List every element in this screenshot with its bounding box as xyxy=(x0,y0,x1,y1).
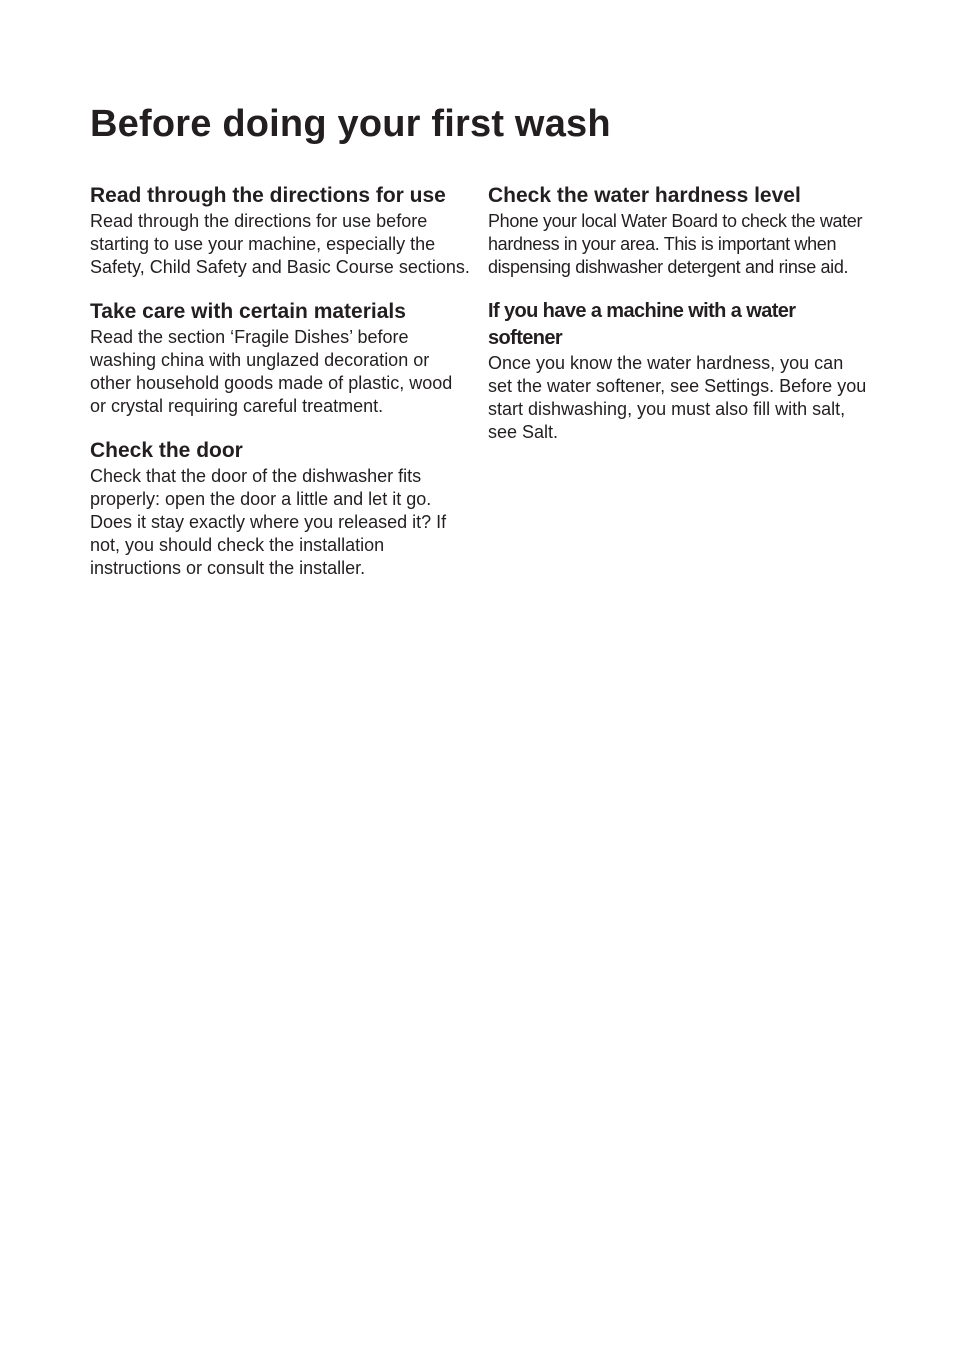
section-body: Read the section ‘Fragile Dishes’ before washing china with unglazed decoration or other household goods made of plastic, wood or crystal requiring careful treatment. xyxy=(90,327,453,416)
section-heading: Take care with certain materials xyxy=(90,300,406,323)
section-heading: Check the water hardness level xyxy=(488,184,801,207)
section-body: Check that the door of the dishwasher fits properly: open the door a little and let it go. Does it stay exactly where you released it? If not, you should check the installation instructions or consult the installer. xyxy=(90,466,447,578)
section-heading: If you have a machine with a water softener xyxy=(488,300,796,349)
section-water-softener xyxy=(488,298,868,444)
section-body: Once you know the water hardness, you can set the water softener, see Settings. Before you start dishwashing, you must also fill with salt, see Salt. xyxy=(488,353,867,442)
section-body: Phone your local Water Board to check the water hardness in your area. This is important when dispensing dishwasher detergent and rinse aid. xyxy=(488,211,863,277)
section-heading: Check the door xyxy=(90,439,243,462)
left-column xyxy=(90,182,470,599)
section-water-hardness xyxy=(488,182,868,279)
section-check-door xyxy=(90,437,470,580)
section-heading: Read through the directions for use xyxy=(90,184,446,207)
right-column xyxy=(488,182,868,463)
section-certain-materials xyxy=(90,298,470,418)
section-body: Read through the directions for use before starting to use your machine, especially the Safety, Child Safety and Basic Course sections. xyxy=(90,211,470,277)
page-title: Before doing your first wash xyxy=(90,103,611,145)
section-directions-for-use xyxy=(90,182,470,279)
